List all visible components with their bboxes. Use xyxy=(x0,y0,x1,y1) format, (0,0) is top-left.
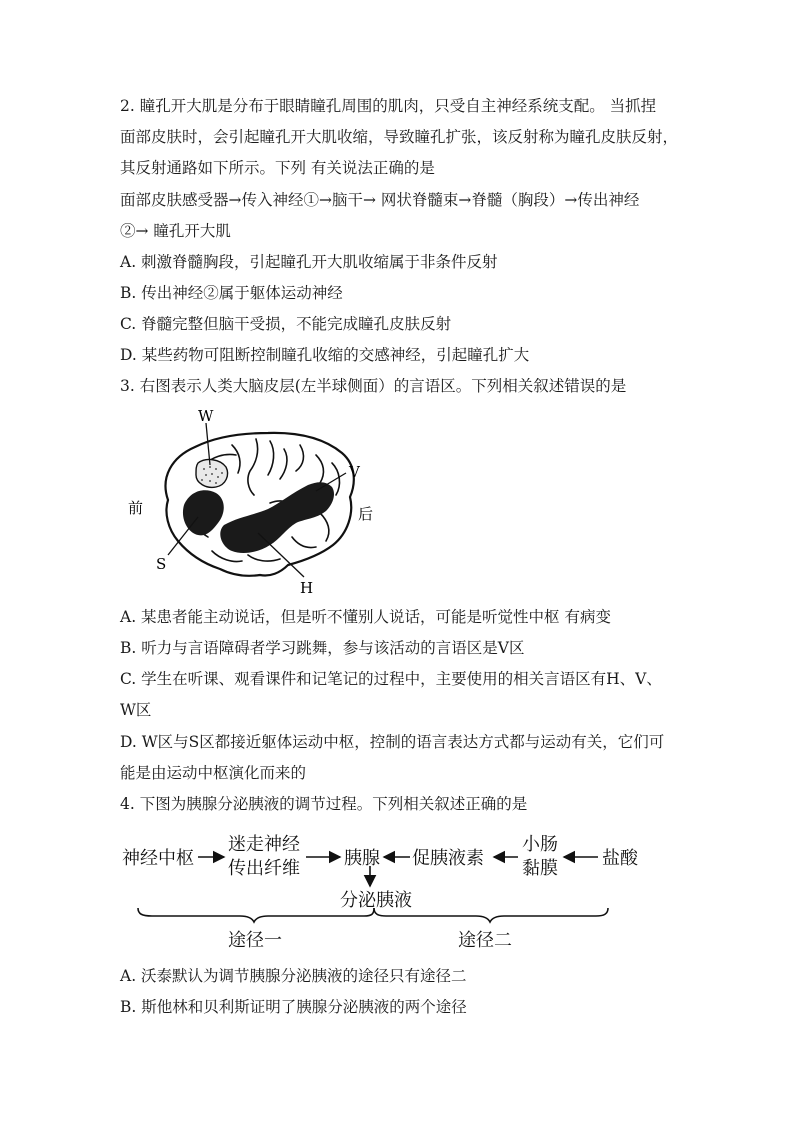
brain-language-areas-figure xyxy=(120,405,390,600)
q3-option-c-continued: W区 xyxy=(120,701,152,719)
node-vagus-line-2: 传出纤维 xyxy=(228,858,300,879)
pancreatic-secretion-regulation-figure xyxy=(118,826,644,954)
q4-stem: 4. 下图为胰腺分泌胰液的调节过程。下列相关叙述正确的是 xyxy=(120,795,528,813)
q3-option-d: D. W区与S区都接近躯体运动中枢，控制的语言表达方式都与运动有关，它们可 xyxy=(120,733,665,751)
node-nerve-center: 神经中枢 xyxy=(122,848,194,869)
q2-stem-line-3: 其反射通路如下所示。下列 有关说法正确的是 xyxy=(120,159,435,177)
q4-option-b: B. 斯他林和贝利斯证明了胰腺分泌胰液的两个途径 xyxy=(120,998,467,1016)
node-mucosa-line-2: 黏膜 xyxy=(522,858,558,879)
label-front: 前 xyxy=(128,499,144,517)
brace-route-one xyxy=(138,908,374,922)
q2-option-c: C. 脊髓完整但脑干受损，不能完成瞳孔皮肤反射 xyxy=(120,315,452,333)
q2-stem-line-1: 2. 瞳孔开大肌是分布于眼睛瞳孔周围的肌肉，只受自主神经系统支配。 当抓捏 xyxy=(120,97,657,115)
node-mucosa-line-1: 小肠 xyxy=(522,834,558,855)
label-back: 后 xyxy=(358,505,374,523)
label-w: W xyxy=(198,407,214,425)
node-secrete-pancreatic-juice: 分泌胰液 xyxy=(340,890,412,911)
q2-reflex-path-line-1: 面部皮肤感受器→传入神经①→脑干→ 网状脊髓束→脊髓（胸段）→传出神经 xyxy=(120,191,640,209)
q4-option-a: A. 沃泰默认为调节胰腺分泌胰液的途径只有途径二 xyxy=(120,967,467,985)
label-v: V xyxy=(349,463,360,481)
label-h: H xyxy=(300,579,314,597)
route-one-label: 途径一 xyxy=(228,930,282,951)
node-pancreas: 胰腺 xyxy=(344,848,380,869)
q3-option-b: B. 听力与言语障碍者学习跳舞，参与该活动的言语区是V区 xyxy=(120,639,525,657)
q3-option-c: C. 学生在听课、观看课件和记笔记的过程中，主要使用的相关言语区有H、V、 xyxy=(120,670,662,688)
node-secretin: 促胰液素 xyxy=(412,848,484,869)
q3-option-a: A. 某患者能主动说话，但是听不懂别人说话，可能是听觉性中枢 有病变 xyxy=(120,608,611,626)
node-hydrochloric-acid: 盐酸 xyxy=(602,848,638,869)
route-two-label: 途径二 xyxy=(458,930,512,951)
q2-stem-line-2: 面部皮肤时，会引起瞳孔开大肌收缩，导致瞳孔扩张，该反射称为瞳孔皮肤反射， xyxy=(120,128,679,146)
q2-option-b: B. 传出神经②属于躯体运动神经 xyxy=(120,284,343,302)
q2-reflex-path-line-2: ②→ 瞳孔开大肌 xyxy=(120,222,231,240)
node-vagus-line-1: 迷走神经 xyxy=(228,834,300,855)
q3-option-d-continued: 能是由运动中枢演化而来的 xyxy=(120,764,307,782)
q2-option-a: A. 刺激脊髓胸段，引起瞳孔开大肌收缩属于非条件反射 xyxy=(120,253,498,271)
q2-option-d: D. 某些药物可阻断控制瞳孔收缩的交感神经，引起瞳孔扩大 xyxy=(120,346,530,364)
q3-stem: 3. 右图表示人类大脑皮层(左半球侧面）的言语区。下列相关叙述错误的是 xyxy=(120,377,627,395)
label-s: S xyxy=(156,555,167,573)
